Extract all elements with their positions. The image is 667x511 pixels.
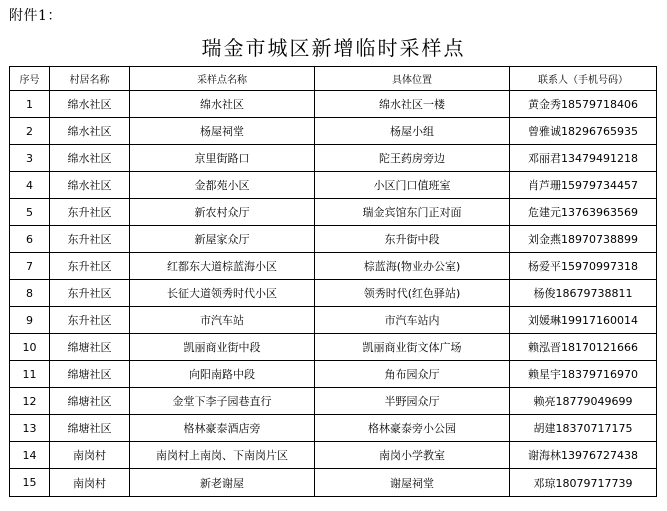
cell-index: 10 [10, 334, 50, 361]
cell-location: 南岗小学教室 [315, 442, 510, 469]
cell-contact: 邓丽君13479491218 [510, 145, 657, 172]
cell-index: 6 [10, 226, 50, 253]
cell-community: 东升社区 [50, 226, 130, 253]
header-index: 序号 [10, 67, 50, 91]
cell-sampling-point: 绵水社区 [130, 91, 315, 118]
cell-index: 14 [10, 442, 50, 469]
cell-sampling-point: 金堂下李子园巷直行 [130, 388, 315, 415]
cell-index: 2 [10, 118, 50, 145]
cell-contact: 曾雅诚18296765935 [510, 118, 657, 145]
cell-contact: 赖星宇18379716970 [510, 361, 657, 388]
table-row [10, 415, 657, 442]
cell-community: 绵水社区 [50, 145, 130, 172]
cell-community: 绵水社区 [50, 91, 130, 118]
table-row [10, 226, 657, 253]
cell-location: 杨屋小组 [315, 118, 510, 145]
table-row [10, 442, 657, 469]
cell-contact: 刘金燕18970738899 [510, 226, 657, 253]
cell-community: 绵水社区 [50, 118, 130, 145]
cell-location: 谢屋祠堂 [315, 469, 510, 497]
cell-community: 南岗村 [50, 442, 130, 469]
cell-location: 市汽车站内 [315, 307, 510, 334]
cell-index: 9 [10, 307, 50, 334]
cell-location: 小区门口值班室 [315, 172, 510, 199]
cell-contact: 杨俊18679738811 [510, 280, 657, 307]
sampling-points-table [9, 66, 657, 497]
cell-contact: 肖芦珊15979734457 [510, 172, 657, 199]
cell-index: 5 [10, 199, 50, 226]
table-row [10, 334, 657, 361]
cell-contact: 谢海林13976727438 [510, 442, 657, 469]
table-row [10, 361, 657, 388]
cell-contact: 胡建18370717175 [510, 415, 657, 442]
cell-contact: 赖泓晋18170121666 [510, 334, 657, 361]
cell-community: 东升社区 [50, 307, 130, 334]
attachment-label: 附件1： [9, 8, 62, 24]
cell-sampling-point: 新屋家众厅 [130, 226, 315, 253]
header-sampling-point: 采样点名称 [130, 67, 315, 91]
cell-index: 7 [10, 253, 50, 280]
cell-location: 瑞金宾馆东门正对面 [315, 199, 510, 226]
header-contact: 联系人（手机号码） [510, 67, 657, 91]
cell-contact: 杨爱平15970997318 [510, 253, 657, 280]
document-title: 瑞金市城区新增临时采样点 [201, 36, 466, 60]
cell-sampling-point: 向阳南路中段 [130, 361, 315, 388]
cell-index: 4 [10, 172, 50, 199]
cell-sampling-point: 红都东大道棕蓝海小区 [130, 253, 315, 280]
table-row [10, 145, 657, 172]
cell-community: 南岗村 [50, 469, 130, 497]
cell-location: 东升街中段 [315, 226, 510, 253]
table-row [10, 388, 657, 415]
cell-sampling-point: 长征大道领秀时代小区 [130, 280, 315, 307]
cell-contact: 刘媛琳19917160014 [510, 307, 657, 334]
table-row [10, 118, 657, 145]
cell-index: 1 [10, 91, 50, 118]
cell-location: 凯丽商业街文体广场 [315, 334, 510, 361]
cell-contact: 赖亮18779049699 [510, 388, 657, 415]
header-location: 具体位置 [315, 67, 510, 91]
table-row [10, 280, 657, 307]
cell-sampling-point: 新老谢屋 [130, 469, 315, 497]
cell-location: 领秀时代(红色驿站) [315, 280, 510, 307]
cell-sampling-point: 格林豪泰酒店旁 [130, 415, 315, 442]
cell-sampling-point: 京里街路口 [130, 145, 315, 172]
cell-sampling-point: 金都苑小区 [130, 172, 315, 199]
table-row [10, 307, 657, 334]
table-row [10, 253, 657, 280]
cell-sampling-point: 市汽车站 [130, 307, 315, 334]
cell-sampling-point: 凯丽商业街中段 [130, 334, 315, 361]
cell-index: 11 [10, 361, 50, 388]
table-header-row [10, 67, 657, 91]
cell-contact: 邓琼18079717739 [510, 469, 657, 497]
cell-location: 格林豪泰旁小公园 [315, 415, 510, 442]
cell-community: 绵塘社区 [50, 415, 130, 442]
cell-location: 半野园众厅 [315, 388, 510, 415]
table-row [10, 199, 657, 226]
cell-location: 陀王药房旁边 [315, 145, 510, 172]
cell-index: 3 [10, 145, 50, 172]
cell-index: 8 [10, 280, 50, 307]
cell-index: 12 [10, 388, 50, 415]
cell-contact: 黄金秀18579718406 [510, 91, 657, 118]
cell-contact: 危建元13763963569 [510, 199, 657, 226]
table-row [10, 172, 657, 199]
cell-sampling-point: 杨屋祠堂 [130, 118, 315, 145]
cell-community: 绵塘社区 [50, 388, 130, 415]
cell-community: 绵塘社区 [50, 361, 130, 388]
cell-sampling-point: 新农村众厅 [130, 199, 315, 226]
cell-location: 角布园众厅 [315, 361, 510, 388]
cell-community: 东升社区 [50, 280, 130, 307]
cell-community: 绵塘社区 [50, 334, 130, 361]
header-community: 村居名称 [50, 67, 130, 91]
cell-index: 13 [10, 415, 50, 442]
cell-location: 棕蓝海(物业办公室) [315, 253, 510, 280]
table-row [10, 91, 657, 118]
cell-location: 绵水社区一楼 [315, 91, 510, 118]
cell-community: 绵水社区 [50, 172, 130, 199]
table-row [10, 469, 657, 497]
cell-community: 东升社区 [50, 253, 130, 280]
cell-sampling-point: 南岗村上南岗、下南岗片区 [130, 442, 315, 469]
cell-index: 15 [10, 469, 50, 497]
cell-community: 东升社区 [50, 199, 130, 226]
